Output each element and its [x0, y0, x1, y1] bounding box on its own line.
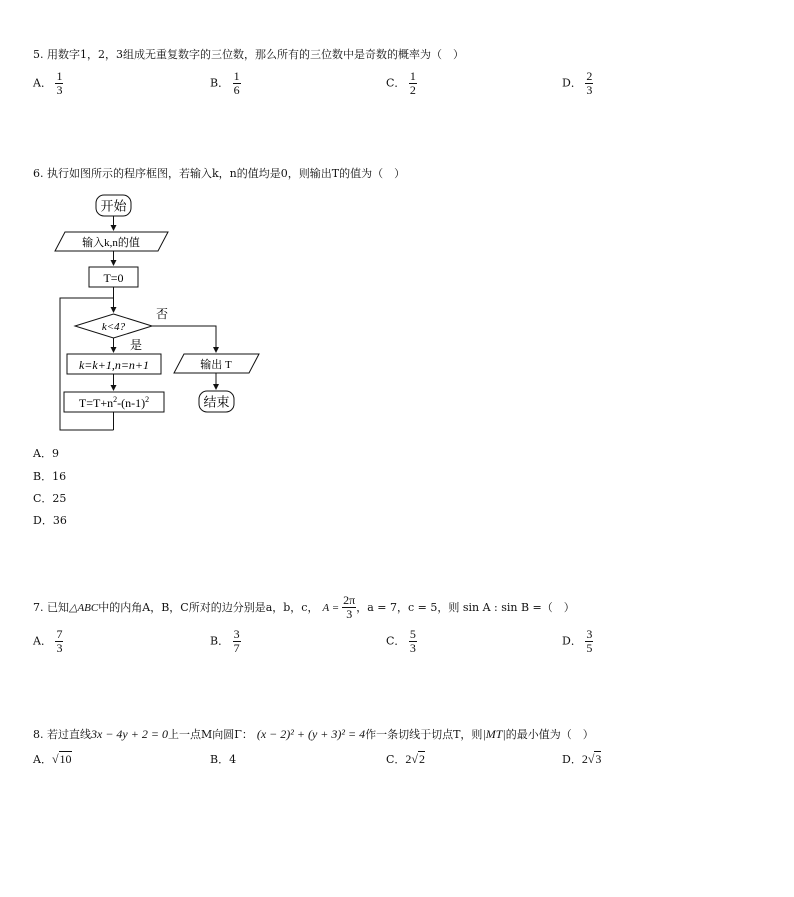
flow-init-label: T=0: [103, 271, 124, 285]
flow-calc-label: $T=T+n^2-(n-1)^2$: [78, 395, 150, 410]
sqrt: √2: [411, 752, 426, 766]
q8-option-b[interactable]: B．4: [210, 753, 237, 766]
q6-option-a[interactable]: A．9: [33, 447, 59, 460]
flow-no-label: 否: [156, 307, 169, 321]
fraction: $\frac{5}{3}$: [409, 627, 416, 655]
q8-option-c[interactable]: C．2√2: [386, 752, 426, 766]
sqrt: √10: [51, 752, 72, 766]
q7-option-c[interactable]: C． $\frac{5}{3}$: [386, 627, 416, 655]
flow-start-label: 开始: [100, 198, 127, 214]
fraction: $\frac{1}{2}$: [409, 69, 416, 97]
q8-option-d[interactable]: D．2√3: [562, 752, 602, 766]
flow-yes-label: 是: [130, 338, 143, 352]
fraction: $\frac{7}{3}$: [56, 627, 63, 655]
flow-update-label: k=k+1,n=n+1: [78, 358, 150, 372]
q5-option-a[interactable]: A． $\frac{1}{3}$: [33, 69, 63, 97]
q6-option-b[interactable]: B．16: [33, 470, 67, 483]
q6-stem: 6. 执行如图所示的程序框图，若输入k，n的值均是0，则输出T的值为（ ）: [33, 167, 406, 180]
fraction: $\frac{3}{7}$: [233, 627, 240, 655]
fraction: $\frac{1}{6}$: [233, 69, 240, 97]
q7-option-d[interactable]: D． $\frac{3}{5}$: [562, 627, 593, 655]
fraction: $\frac{2\pi}{3}$: [343, 593, 356, 621]
q7-option-b[interactable]: B． $\frac{3}{7}$: [210, 627, 240, 655]
q7-option-a[interactable]: A． $\frac{7}{3}$: [33, 627, 63, 655]
fraction: $\frac{1}{3}$: [56, 69, 63, 97]
sqrt: √3: [587, 752, 602, 766]
q6-option-d[interactable]: D．36: [33, 514, 67, 527]
flowchart: [50, 190, 280, 435]
q5-option-c[interactable]: C． $\frac{1}{2}$: [386, 69, 416, 97]
flow-output-label: 输出 T: [200, 359, 232, 371]
q5-option-d[interactable]: D． $\frac{2}{3}$: [562, 69, 593, 97]
fraction: $\frac{3}{5}$: [586, 627, 593, 655]
q7-stem: 7. 已知 △ABC 中的内角A，B，C所对的边分别是a，b，c， A = $\frac{2\pi}{3}$ ，a = 7，c = 5，则 sin A : sin B =（ ）: [33, 593, 575, 621]
flow-input-label: 输入k,n的值: [82, 237, 140, 249]
flow-arrow-no: [152, 326, 216, 352]
fraction: $\frac{2}{3}$: [586, 69, 593, 97]
flow-decision-label: k<4?: [101, 321, 126, 333]
q8-option-a[interactable]: A．√10: [33, 752, 72, 766]
q5-stem: 5. 用数字1，2，3组成无重复数字的三位数，那么所有的三位数中是奇数的概率为（ ）: [33, 48, 464, 61]
q5-option-b[interactable]: B． $\frac{1}{6}$: [210, 69, 240, 97]
q6-option-c[interactable]: C．25: [33, 492, 67, 505]
q8-stem: 8. 若过直线3x − 4y + 2 = 0上一点M向圆Γ： (x − 2)² + (y + 3)² = 4作一条切线于切点T，则|MT|的最小值为（ ）: [33, 727, 594, 741]
flow-end-label: 结束: [203, 394, 230, 410]
